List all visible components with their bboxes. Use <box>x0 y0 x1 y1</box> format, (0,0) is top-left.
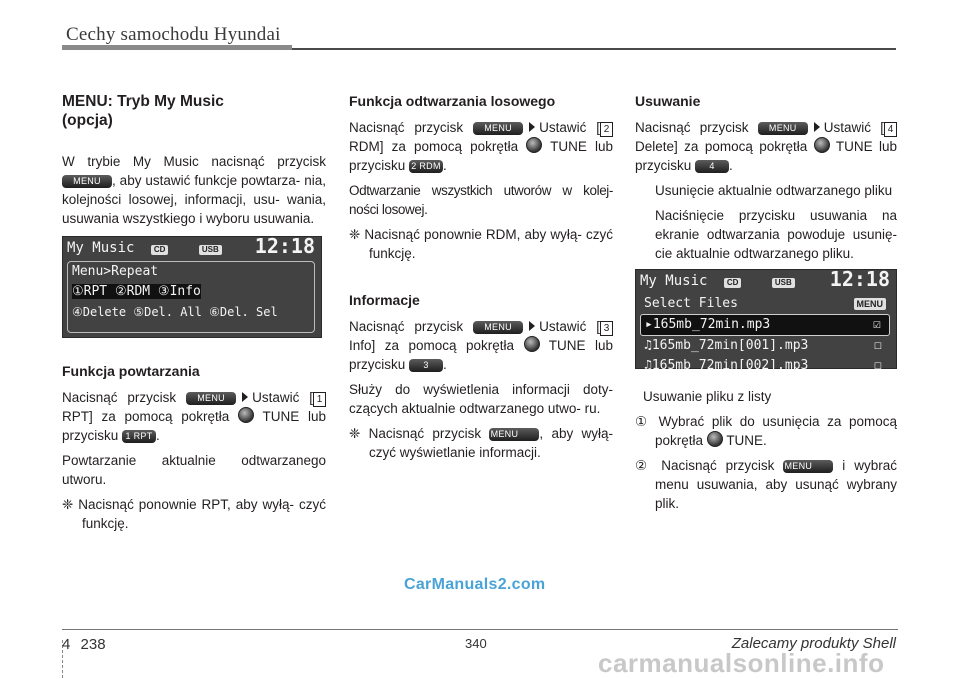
note-mark: ❈ <box>349 426 361 441</box>
number-1-icon: 1 <box>313 392 326 407</box>
text: TUNE lub przycisku <box>635 139 898 173</box>
tune-knob-icon <box>524 336 540 352</box>
usb-tag: USB <box>772 278 795 288</box>
text: TUNE lub przycisku <box>62 409 326 443</box>
lcd-clock: 12:18 <box>829 267 890 291</box>
info-note <box>349 424 613 462</box>
lcd-clock: 12:18 <box>254 234 315 258</box>
cd-tag: CD <box>724 278 742 288</box>
text: Nacisnąć przycisk <box>62 390 177 405</box>
arrow-right-icon <box>814 122 820 132</box>
menu-button-icon: MENU <box>758 122 808 135</box>
sub-heading-repeat: Funkcja powtarzania <box>62 363 200 379</box>
delete-current-description: Naciśnięcie przycisku usuwania na ekranie odtwarzania powoduje usunię- cie aktualnie odtwarzanego pliku. <box>655 208 897 261</box>
delete-current-title: Usunięcie aktualnie odtwarzanego pliku <box>655 183 893 198</box>
intro-text-a: W trybie My Music nacisnąć przycisk <box>62 154 326 169</box>
lcd-row-select-files <box>640 294 890 314</box>
lcd-row-menu-repeat: Menu>Repeat <box>72 264 159 279</box>
tune-knob-icon <box>238 407 254 423</box>
number-2-icon: 2 <box>600 122 613 137</box>
header-rule-thin <box>292 48 896 50</box>
watermark-carmanualsonline: carmanualsonline.info <box>598 648 885 678</box>
lcd-screen-repeat-menu <box>62 236 322 338</box>
menu-button-icon: MENU <box>473 321 523 334</box>
text: TUNE. <box>726 433 767 448</box>
tune-knob-icon <box>707 431 723 447</box>
lcd-screen-select-files <box>635 267 897 373</box>
lcd-row-options-1 <box>68 282 314 302</box>
text: Nacisnąć ponownie RPT, aby wyłą- czyć funkcję. <box>78 497 326 531</box>
checkbox-unchecked-icon: ☐ <box>874 358 882 373</box>
text: i wybrać menu usuwania, aby usunąć wybrany plik. <box>655 458 897 511</box>
sub-heading-random: Funkcja odtwarzania losowego <box>349 93 556 109</box>
lcd-file-row-3 <box>640 356 890 376</box>
text: Nacisnąć przycisk <box>368 426 482 441</box>
lcd-file-list <box>640 294 890 373</box>
menu-button-icon: MENU <box>473 122 523 135</box>
text: Nacisnąć przycisk <box>349 120 464 135</box>
arrow-right-icon <box>242 392 248 402</box>
text: . <box>443 357 447 372</box>
text: Delete] za pomocą pokrętła <box>635 139 808 154</box>
delete-step-1 <box>635 412 897 450</box>
footer-shell-note: Zalecamy produkty Shell <box>731 635 896 652</box>
menu-button-icon: MENU <box>489 428 539 441</box>
section-heading-my-music: MENU: Tryb My Music (opcja) <box>62 93 224 129</box>
rdm-button-icon: 2 RDM <box>409 160 443 173</box>
chapter-number: 4 <box>62 636 71 653</box>
text: . <box>729 158 733 173</box>
lcd-row-options-1-text: ①RPT ②RDM ③Info <box>72 284 201 299</box>
menu-tag: MENU <box>854 298 887 310</box>
file-name-1: ▸165mb_72min.mp3 <box>645 317 771 332</box>
text: TUNE lub przycisku <box>349 139 613 173</box>
checkbox-unchecked-icon: ☐ <box>874 338 882 353</box>
note-mark: ❈ <box>62 497 74 512</box>
text: Wybrać plik do usunięcia za pomocą pokrętła <box>655 414 897 448</box>
arrow-right-icon <box>529 321 535 331</box>
repeat-description: Powtarzanie aktualnie odtwarzanego utworu. <box>62 453 326 487</box>
tune-knob-icon <box>526 137 542 153</box>
info-instruction <box>349 317 613 374</box>
text: RDM] za pomocą pokrętła <box>349 139 519 154</box>
watermark-carmanuals2: CarManuals2.com <box>404 576 546 593</box>
lcd-file-row-2 <box>640 336 890 356</box>
checkbox-checked-icon: ☑ <box>873 317 881 332</box>
info-description: Służy do wyświetlenia informacji doty- czących aktualnie odtwarzanego utwo- ru. <box>349 382 613 416</box>
menu-button-icon: MENU <box>783 460 833 473</box>
lcd-topbar <box>67 234 317 261</box>
text: . <box>443 158 447 173</box>
footer-page-center: 340 <box>465 636 487 651</box>
info-button-icon: 3 <box>409 359 443 372</box>
step-2-mark: ② <box>635 458 653 473</box>
column-1 <box>62 92 326 539</box>
text: Info] za pomocą pokrętła <box>349 338 515 353</box>
lcd-row-select-files-text: Select Files <box>644 296 738 311</box>
lcd-menu-panel <box>67 261 315 333</box>
file-name-2: ♫165mb_72min[001].mp3 <box>644 338 809 353</box>
random-description: Odtwarzanie wszystkich utworów w kolej- ności losowej. <box>349 183 613 217</box>
page-number: 238 <box>80 636 106 653</box>
lcd-title: My Music <box>67 240 135 256</box>
text: Ustawić [ <box>823 120 884 135</box>
intro-text-b: , aby ustawić funkcje powtarza- nia, kolejności losowej, informacji, usu- wania, usuwania wszystkiego i wyboru usuwania. <box>62 173 326 226</box>
text: Ustawić [ <box>539 319 600 334</box>
text: Nacisnąć przycisk <box>349 319 464 334</box>
random-note <box>349 225 613 263</box>
footer-page-left <box>62 636 106 653</box>
rpt-button-icon: 1 RPT <box>122 430 156 443</box>
lcd-row-options-2: ④Delete ⑤Del. All ⑥Del. Sel <box>72 305 278 319</box>
arrow-right-icon <box>529 122 535 132</box>
repeat-instruction <box>62 388 326 445</box>
note-mark: ❈ <box>349 227 361 242</box>
text: Ustawić [ <box>252 390 313 405</box>
delete-instruction <box>635 118 897 175</box>
tune-knob-icon <box>814 137 830 153</box>
text: Nacisnąć przycisk <box>635 120 749 135</box>
delete-from-list-title: Usuwanie pliku z listy <box>643 389 772 404</box>
file-name-3: ♫165mb_72min[002].mp3 <box>644 358 809 373</box>
intro-paragraph <box>62 152 326 228</box>
delete-step-2 <box>635 456 897 513</box>
lcd-title: My Music <box>640 273 708 289</box>
number-3-icon: 3 <box>600 321 613 336</box>
lcd-topbar <box>640 267 892 294</box>
menu-button-icon: MENU <box>186 392 236 405</box>
footer-rule <box>62 629 898 630</box>
sub-heading-info: Informacje <box>349 292 420 308</box>
step-1-mark: ① <box>635 414 651 429</box>
delete-button-icon: 4 <box>695 160 729 173</box>
number-4-icon: 4 <box>884 122 897 137</box>
cd-tag: CD <box>151 245 169 255</box>
sub-heading-delete: Usuwanie <box>635 93 701 109</box>
text: Nacisnąć przycisk <box>661 458 775 473</box>
page-header-title: Cechy samochodu Hyundai <box>66 24 281 45</box>
random-instruction <box>349 118 613 175</box>
usb-tag: USB <box>199 245 222 255</box>
menu-button-icon: MENU <box>62 175 112 188</box>
repeat-note <box>62 495 326 533</box>
text: Ustawić [ <box>539 120 600 135</box>
text: . <box>156 428 160 443</box>
text: TUNE lub przycisku <box>349 338 613 372</box>
text: Nacisnąć ponownie RDM, aby wyłą- czyć funkcję. <box>364 227 613 261</box>
text: , aby wyłą- czyć wyświetlanie informacji. <box>369 426 613 460</box>
column-3 <box>635 92 897 519</box>
text: RPT] za pomocą pokrętła <box>62 409 230 424</box>
column-2 <box>349 92 613 468</box>
header-rule-thick <box>62 45 292 50</box>
lcd-file-row-1 <box>640 314 890 336</box>
